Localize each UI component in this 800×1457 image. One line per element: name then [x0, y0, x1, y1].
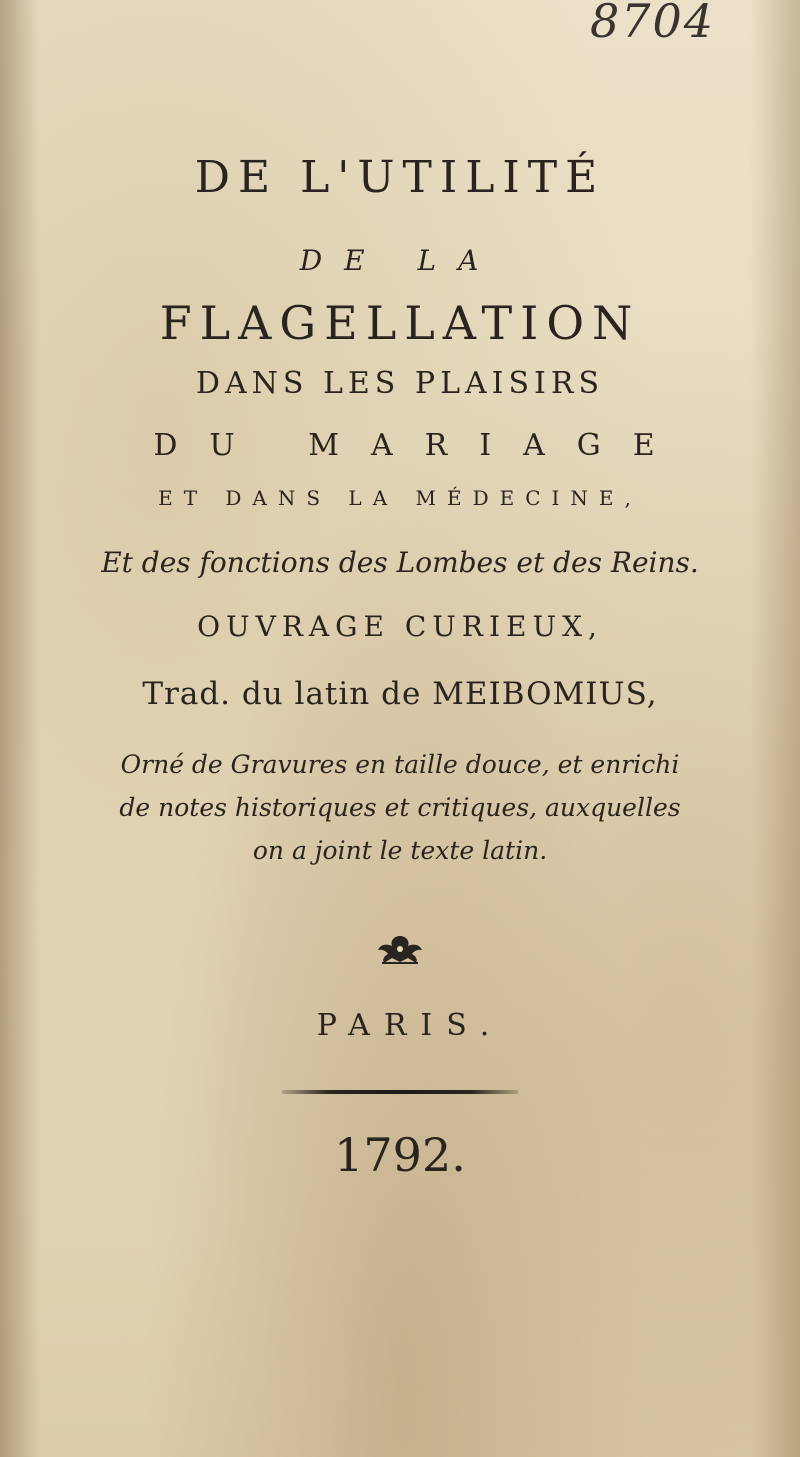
- page-edge-shadow-right: [750, 0, 800, 1457]
- title-line-5: DU MARIAGE: [153, 428, 687, 463]
- description-line-1: Orné de Gravures en taille douce, et enrichi: [120, 750, 680, 779]
- description-line-2: de notes historiques et critiques, auxquelles: [119, 793, 681, 822]
- translation-credit: Trad. du latin de MEIBOMIUS,: [142, 676, 658, 712]
- title-line-2: DE LA: [299, 244, 501, 277]
- title-main: FLAGELLATION: [159, 296, 641, 350]
- page-edge-shadow-left: [0, 0, 40, 1457]
- title-line-6: ET DANS LA MÉDECINE,: [158, 486, 642, 510]
- title-line-1: DE L'UTILITÉ: [194, 152, 606, 203]
- handwritten-shelfmark: 8704: [590, 0, 716, 48]
- imprint-year: 1792.: [334, 1128, 466, 1182]
- imprint-place: PARIS.: [316, 1008, 504, 1043]
- fleuron-ornament-icon: [372, 932, 428, 966]
- description-line-3: on a joint le texte latin.: [252, 836, 548, 865]
- title-line-4: DANS LES PLAISIRS: [195, 366, 605, 401]
- work-description: OUVRAGE CURIEUX,: [197, 610, 603, 643]
- decorative-rule: [282, 1090, 518, 1094]
- subtitle-line: Et des fonctions des Lombes et des Reins.: [101, 546, 699, 579]
